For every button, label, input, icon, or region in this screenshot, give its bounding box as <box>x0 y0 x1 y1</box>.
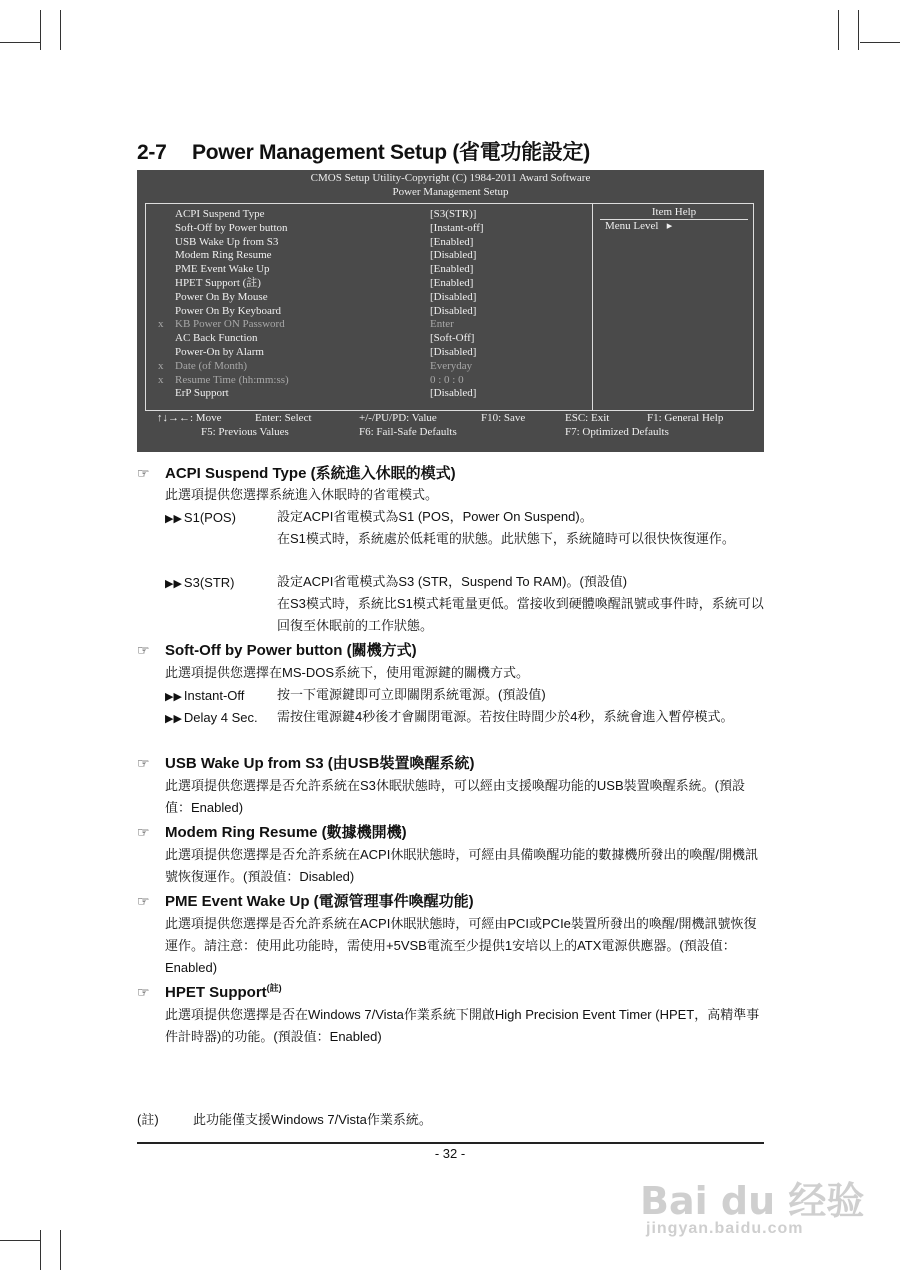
paragraph: 此選項提供您選擇是否允許系統在S3休眠狀態時，可以經由支援喚醒功能的USB裝置喚醒系統。(預設值：Enabled) <box>165 778 745 815</box>
disabled-marker: x <box>158 318 164 331</box>
crop-mark <box>40 10 41 50</box>
watermark <box>640 1170 865 1237</box>
crop-mark <box>0 42 40 43</box>
bios-setting-value[interactable]: [S3(STR)] <box>430 208 477 220</box>
crop-mark <box>858 10 859 50</box>
bios-copyright: CMOS Setup Utility-Copyright (C) 1984-2011 Award Software <box>310 172 591 184</box>
menu-level: Menu Level ▸ <box>605 220 673 232</box>
section-title <box>137 136 590 166</box>
disabled-marker: x <box>158 373 164 386</box>
bios-setting-row[interactable] <box>146 222 586 236</box>
bios-setting-value[interactable]: [Soft-Off] <box>430 332 475 345</box>
bios-setting-label: AC Back Function <box>175 332 258 345</box>
paragraph: 此選項提供您選擇是否允許系統在ACPI休眠狀態時，可經由具備喚醒功能的數據機所發出的喚醒/開機訊號恢復運作。(預設值：Disabled) <box>165 847 758 884</box>
bios-setting-row[interactable] <box>146 305 586 319</box>
item-help-title: Item Help <box>600 206 748 220</box>
bios-setting-value: Enter <box>430 318 454 331</box>
bios-setting-value[interactable]: [Disabled] <box>430 249 477 262</box>
bios-setting-value[interactable]: [Disabled] <box>430 387 477 400</box>
pointing-hand-icon: ☞ <box>137 465 150 481</box>
crop-mark <box>860 42 900 43</box>
bios-setting-label: Power-On by Alarm <box>175 346 264 358</box>
option-desc: 需按住電源鍵4秒後才會關閉電源。若按住時間少於4秒，系統會進入暫停模式。 <box>277 709 734 724</box>
bios-setting-row[interactable] <box>146 387 586 401</box>
option-label: ▶▶ S1(POS) <box>165 510 236 525</box>
bios-setting-value[interactable]: [Disabled] <box>430 290 477 303</box>
heading-pme-event-wake-up: ☞ PME Event Wake Up (電源管理事件喚醒功能) <box>137 893 474 910</box>
key-optimized-defaults: F7: Optimized Defaults <box>565 426 669 438</box>
note-mark: (註) <box>266 983 282 993</box>
key-select: Enter: Select <box>255 412 312 424</box>
bios-setting-label: USB Wake Up from S3 <box>175 235 279 248</box>
paragraph: 此選項提供您選擇在MS-DOS系統下，使用電源鍵的關機方式。 <box>165 665 530 680</box>
bios-setting-label: Power On By Mouse <box>175 290 268 303</box>
option-desc: 在S1模式時，系統處於低耗電的狀態。此狀態下，系統隨時可以很快恢復運作。 <box>277 531 735 546</box>
section-number: 2-7 <box>137 141 167 164</box>
bios-setting-label: ErP Support <box>175 387 229 400</box>
bios-screen <box>137 170 764 452</box>
option-label: ▶▶ Instant-Off <box>165 688 245 703</box>
crop-mark <box>60 1230 61 1270</box>
disabled-marker: x <box>158 359 164 372</box>
heading-acpi-suspend-type: ☞ ACPI Suspend Type (系統進入休眠的模式) <box>137 465 456 482</box>
heading-hpet-support: ☞ HPET Support$^{(註)}$ <box>137 983 282 1001</box>
option-desc: 在S3模式時，系統比S1模式耗電量更低。當接收到硬體喚醒訊號或事件時，系統可以回復至休眠前的工作狀態。 <box>277 596 764 633</box>
bios-setting-label: KB Power ON Password <box>175 318 285 331</box>
bios-setting-value[interactable]: [Enabled] <box>430 263 474 276</box>
bios-setting-value[interactable]: [Enabled] <box>430 235 474 248</box>
bios-setting-row[interactable] <box>146 291 586 305</box>
key-save: F10: Save <box>481 412 526 424</box>
paragraph: 此選項提供您選擇是否允許系統在ACPI休眠狀態時，可經由PCI或PCIe裝置所發出的喚醒/開機訊號恢復運作。請注意：使用此功能時，需使用+5VSB電流至少提供1安培以上的ATX電源供應器。(預設值：Enabled) <box>165 916 757 975</box>
bios-setting-label: Power On By Keyboard <box>175 304 282 317</box>
key-move: ↑↓→←: Move <box>157 412 222 424</box>
option-desc: 設定ACPI省電模式為S3 (STR，Suspend To RAM)。(預設值) <box>277 574 628 589</box>
bios-divider <box>592 204 593 410</box>
bios-setting-row[interactable] <box>146 277 586 291</box>
bios-setting-value: Everyday <box>430 359 473 372</box>
pointing-hand-icon: ☞ <box>137 984 150 1000</box>
crop-mark <box>60 10 61 50</box>
double-arrow-icon: ▶▶ <box>165 713 182 725</box>
option-label: ▶▶ Delay 4 Sec. <box>165 710 258 725</box>
crop-mark <box>40 1230 41 1270</box>
option-label: ▶▶ S3(STR) <box>165 575 235 590</box>
bios-setting-value[interactable]: [Disabled] <box>430 346 477 358</box>
bios-setting-label: HPET Support (註) <box>175 277 261 289</box>
key-help: F1: General Help <box>647 412 724 424</box>
pointing-hand-icon: ☞ <box>137 755 150 771</box>
bios-setting-row <box>146 318 586 332</box>
bios-setting-label: ACPI Suspend Type <box>175 208 265 220</box>
footnote-mark: (註) <box>137 1112 159 1127</box>
bios-setting-row <box>146 360 586 374</box>
double-arrow-icon: ▶▶ <box>165 691 182 703</box>
pointing-hand-icon: ☞ <box>137 824 150 840</box>
bios-setting-label: Modem Ring Resume <box>175 249 272 262</box>
bios-setting-value[interactable]: [Enabled] <box>430 277 474 289</box>
footer-rule <box>137 1142 764 1144</box>
bios-setting-row[interactable] <box>146 346 586 360</box>
heading-modem-ring-resume: ☞ Modem Ring Resume (數據機開機) <box>137 824 407 841</box>
key-value: +/-/PU/PD: Value <box>359 412 437 424</box>
bios-settings-panel <box>145 203 754 411</box>
crop-mark <box>838 10 839 50</box>
bios-setting-row[interactable] <box>146 249 586 263</box>
paragraph: 此選項提供您選擇是否在Windows 7/Vista作業系統下開啟High Precision Event Timer (HPET，高精準事件計時器)的功能。(預設值：Enabled) <box>165 1007 760 1044</box>
crop-mark <box>0 1240 40 1241</box>
menu-level-arrow-icon: ▸ <box>666 220 673 232</box>
option-desc: 按一下電源鍵即可立即關閉系統電源。(預設值) <box>277 687 546 702</box>
bios-setting-row[interactable] <box>146 208 586 222</box>
heading-usb-wake-up: ☞ USB Wake Up from S3 (由USB裝置喚醒系統) <box>137 755 475 772</box>
double-arrow-icon: ▶▶ <box>165 578 182 590</box>
bios-setting-value[interactable]: [Instant-off] <box>430 221 484 234</box>
key-exit: ESC: Exit <box>565 412 610 424</box>
page-number: - 32 - <box>434 1146 466 1161</box>
footnote-text: 此功能僅支援Windows 7/Vista作業系統。 <box>193 1112 432 1127</box>
bios-menu-title: Power Management Setup <box>392 186 509 198</box>
bios-setting-value: 0 : 0 : 0 <box>430 373 464 386</box>
bios-header <box>137 170 764 199</box>
section-title-text: Power Management Setup (省電功能設定) <box>192 141 590 164</box>
bios-setting-row[interactable] <box>146 263 586 277</box>
pointing-hand-icon: ☞ <box>137 642 150 658</box>
pointing-hand-icon: ☞ <box>137 893 150 909</box>
bios-setting-label: Date (of Month) <box>175 359 248 372</box>
bios-setting-value[interactable]: [Disabled] <box>430 304 477 317</box>
bios-setting-label: PME Event Wake Up <box>175 263 270 276</box>
option-desc: 設定ACPI省電模式為S1 (POS，Power On Suspend)。 <box>277 509 593 524</box>
double-arrow-icon: ▶▶ <box>165 513 182 525</box>
key-failsafe-defaults: F6: Fail-Safe Defaults <box>359 426 457 438</box>
bios-setting-label: Soft-Off by Power button <box>175 221 288 234</box>
bios-setting-row[interactable] <box>146 236 586 250</box>
watermark-brand: Bai du 经验 <box>640 1179 865 1223</box>
bios-setting-row <box>146 374 586 388</box>
heading-soft-off: ☞ Soft-Off by Power button (關機方式) <box>137 642 417 659</box>
paragraph: 此選項提供您選擇系統進入休眠時的省電模式。 <box>165 487 439 502</box>
bios-setting-row[interactable] <box>146 332 586 346</box>
watermark-url: jingyan.baidu.com <box>646 1220 804 1237</box>
key-previous-values: F5: Previous Values <box>201 426 289 438</box>
bios-setting-label: Resume Time (hh:mm:ss) <box>175 373 289 386</box>
